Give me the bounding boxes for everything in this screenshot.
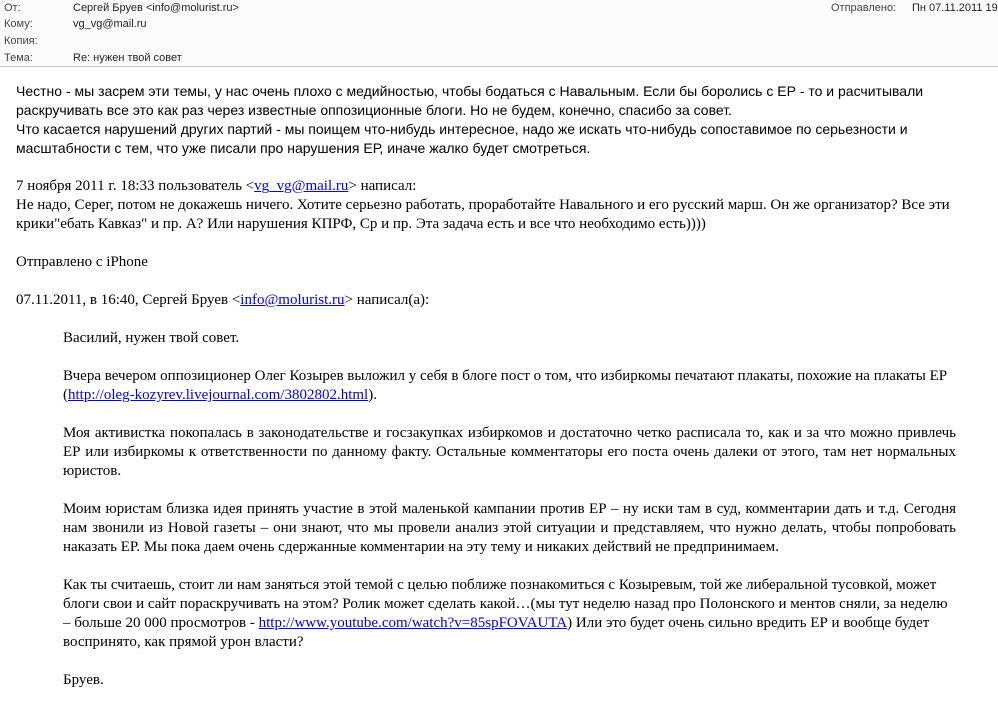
to-value[interactable]: vg_vg@mail.ru [73, 18, 147, 30]
reply-paragraph-1: Честно - мы засрем эти темы, у нас очень плохо с медийностью, чтобы бодаться с Навальным. Если бы боролись с ЕР - то и расчитывали раскручивать все это как раз через известные оппозиционные блоги. Но не будем, конечно, спасибо за совет. [16, 83, 924, 118]
paragraph-text: Вчера вечером оппозиционер Олег Козырев выложил у себя в блоге пост о том, что избиркомы печатают плакаты, похожие на плакаты ЕР ( [63, 368, 948, 403]
from-value[interactable]: Сергей Бруев <info@molurist.ru> [73, 2, 239, 14]
sent-label: Отправлено: [831, 2, 897, 14]
livejournal-link[interactable]: http://oleg-kozyrev.livejournal.com/3802802.html [68, 387, 369, 403]
subject-row [0, 50, 998, 66]
quote2-paragraph-2: Моя активистка покопалась в законодательстве и госзакупках избиркомов и достаточно четко расписала то, как и за что можно привлечь ЕР или избиркомы к ответственности по данному факту. Остальные комментаторы его поста очень далеки от этого, там нет нормальных юристов. [63, 425, 956, 479]
quote2-paragraph-1 [63, 367, 956, 405]
quote2-paragraph-4 [63, 576, 956, 652]
to-row [0, 16, 998, 32]
message-header [0, 0, 998, 67]
from-label: От: [4, 2, 21, 14]
message-body [16, 82, 986, 690]
reply-paragraph-2: Что касается нарушений других партий - мы поищем что-нибудь интересное, надо же искать что-нибудь сопоставимое по серьезности и масштабности с тем, что уже писали про нарушения ЕР, иначе жалко будет смотреться. [16, 121, 908, 156]
sent-value: Пн 07.11.2011 19 [912, 2, 998, 14]
quote2-attribution [16, 291, 986, 310]
paragraph-text: ) Или это будет очень сильно вредить ЕР и вообще будет воспринято, как прямой урон власти? [63, 615, 930, 650]
cc-row [0, 33, 998, 49]
quote2-signoff: Бруев. [63, 672, 104, 688]
paragraph-text: ). [368, 387, 377, 403]
paragraph-text: Как ты считаешь, стоит ли нам заняться этой темой с целью поближе познакомиться с Козыревым, той же либеральной тусовкой, может блоги свои и сайт пораскручивать на этом? Ролик может сделать какой…(мы тут неделю назад про Полонского и ментов сняли, за неделю – больше 20 000 просмотров - [63, 577, 948, 631]
subject-value: Re: нужен твой совет [73, 52, 182, 64]
quote1-text: Не надо, Серег, потом не докажешь ничего. Хотите серьезно работать, проработайте Навального и его русский марш. Он же организатор? Все эти крики"ебать Кавказ" и пр. А? Или нарушения КПРФ, Ср и пр. Эта задача есть и все что необходимо есть)))) [16, 197, 950, 232]
youtube-link[interactable]: http://www.youtube.com/watch?v=85spFOVAUTA [258, 615, 568, 631]
quote1-attribution [16, 177, 986, 196]
quote2-greeting: Василий, нужен твой совет. [63, 330, 240, 346]
cc-label: Копия: [4, 35, 38, 47]
reply-text [16, 82, 986, 158]
attribution-text: 07.11.2011, в 16:40, Сергей Бруев < [16, 292, 241, 308]
email-link-vg[interactable]: vg_vg@mail.ru [254, 178, 349, 194]
attribution-text: > написал(а): [344, 292, 430, 308]
from-row [0, 0, 998, 16]
to-label: Кому: [4, 18, 33, 30]
quoted-original-message [63, 329, 956, 690]
email-link-info[interactable]: info@molurist.ru [240, 292, 345, 308]
quote2-paragraph-3: Моим юристам близка идея принять участие в этой маленькой кампании против ЕР – ну иски там в суд, комментарии дать и т.д. Сегодня нам звонили из Новой газеты – они знают, что мы провели анализ этой ситуации и представляем, что нужно делать, чтобы попробовать наказать ЕР. Мы пока даем очень сдержанные комментарии на эту тему и никаких действий не предпринимаем. [63, 501, 956, 555]
attribution-text: > написал: [348, 178, 417, 194]
subject-label: Тема: [4, 52, 33, 64]
attribution-text: 7 ноября 2011 г. 18:33 пользователь < [16, 178, 255, 194]
quote1-signature: Отправлено с iPhone [16, 254, 148, 270]
